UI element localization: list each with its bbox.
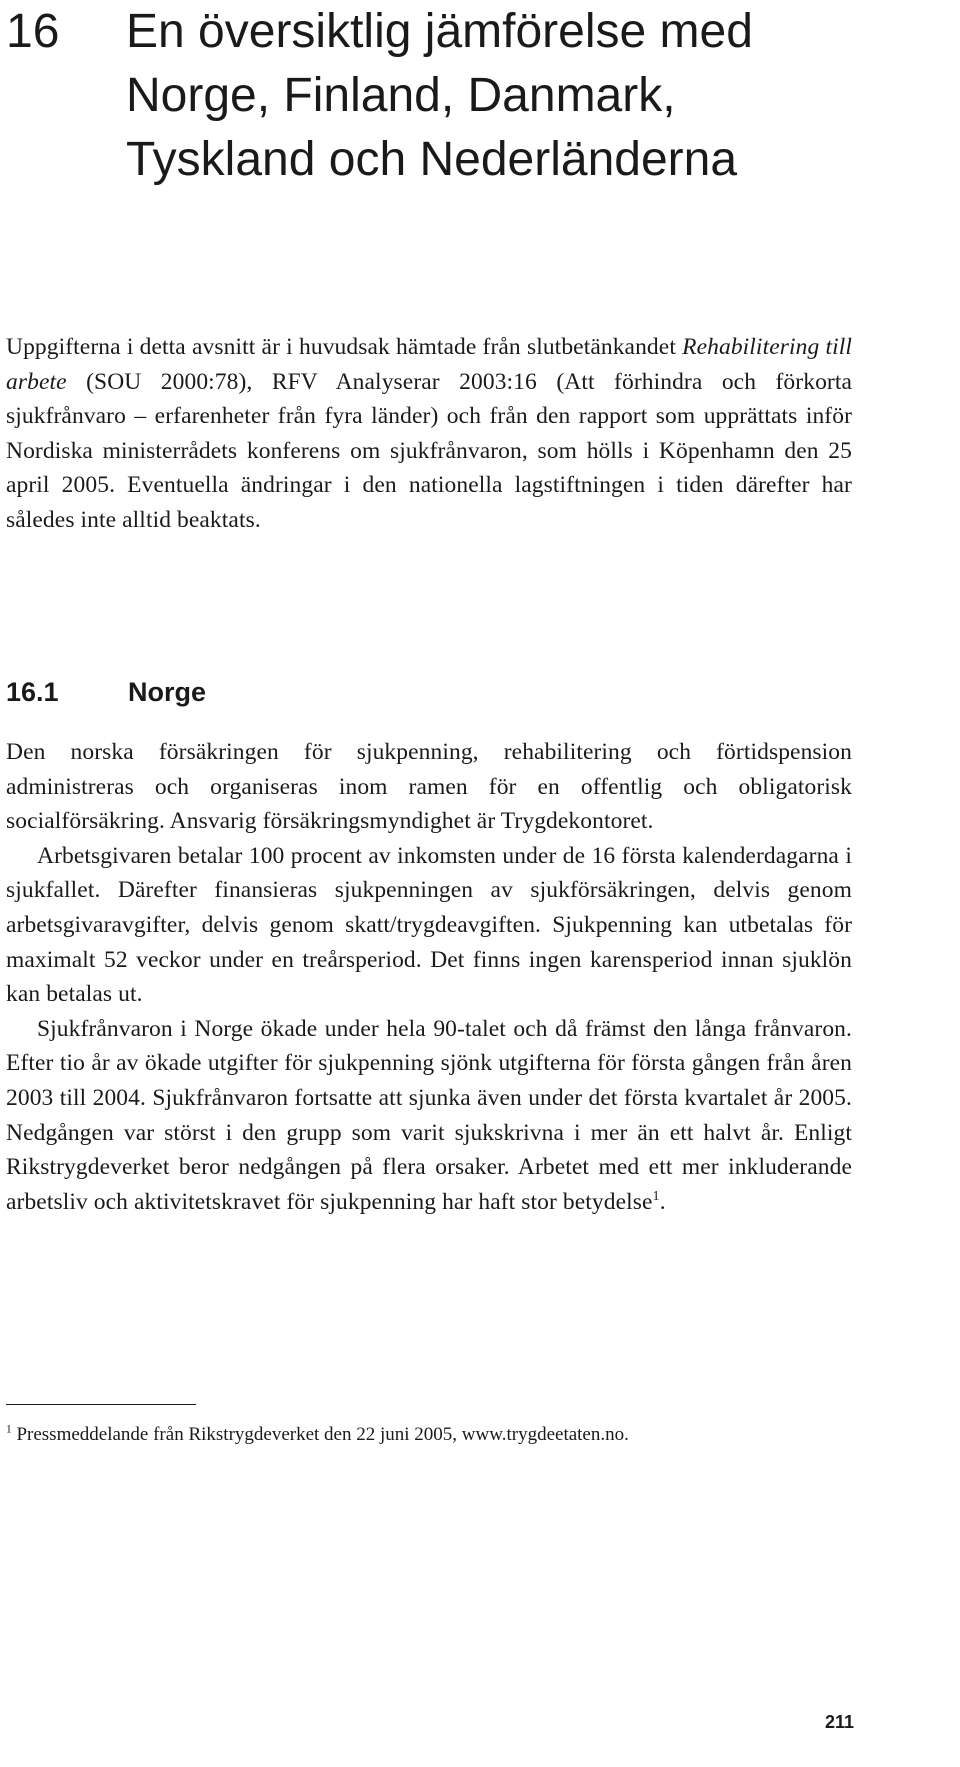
chapter-number: 16 <box>6 5 60 58</box>
chapter-title-line: Tyskland och Nederländerna <box>126 133 738 186</box>
footnote-text: Pressmeddelande från Rikstrygdeverket den 22 juni 2005, www.trygdeetaten.no. <box>11 1424 629 1445</box>
chapter-title-line: Norge, Finland, Danmark, <box>126 69 676 122</box>
intro-text: Uppgifterna i detta avsnitt är i huvudsak hämtade från slutbetänkandet Rehabilitering till arbete (SOU 2000:78), RFV Analyserar 2003:16 (Att förhindra och förkorta sjukfrånvaro – erfarenheter från fyra länder) och från den rapport som upprättats inför Nordiska ministerrådets konferens om sjukfrånvaron, som hölls i Köpenhamn den 25 april 2005. Eventuella ändringar i den nationella lagstiftningen i tiden därefter har således inte alltid beaktats. <box>6 334 852 533</box>
paragraph: Arbetsgivaren betalar 100 procent av inkomsten under de 16 första kalenderdagarna i sjukfallet. Därefter finansieras sjukpenningen av sjukförsäkringen, delvis genom arbetsgivaravgifter, delvis genom skatt/trygdeavgiften. Sjukpenning kan utbetalas för maximalt 52 veckor under en treårsperiod. Det finns ingen karensperiod innan sjuklön kan betalas ut. <box>6 842 852 1008</box>
paragraph: Den norska försäkringen för sjukpenning, rehabilitering och förtidspension administreras och organiseras inom ramen för en offentlig och obligatorisk socialförsäkring. Ansvarig försäkringsmyndighet är Trygdekontoret. <box>6 739 852 835</box>
chapter-title-line: En översiktlig jämförelse med <box>126 5 753 58</box>
paragraph: Sjukfrånvaron i Norge ökade under hela 90-talet och då främst den långa frånvaron. Efter tio år av ökade utgifter för sjukpenning sjönk utgifterna för första gången från åren 2003 till 2004. Sjukfrånvaron fortsatte att sjunka även under det första kvartalet år 2005. Nedgången var störst i den grupp som varit sjukskrivna i mer än ett halvt år. Enligt Rikstrygdeverket beror nedgången på flera orsaker. Arbetet med ett mer inkluderande arbetsliv och aktivitetskravet för sjukpenning har haft stor betydelse$^1$. <box>6 1015 852 1215</box>
section-body <box>6 735 852 1219</box>
footnote-divider <box>6 1404 196 1405</box>
footnote-marker: 1 <box>6 1423 12 1436</box>
chapter-title <box>126 0 946 192</box>
footnote <box>6 1422 852 1448</box>
intro-paragraph <box>6 330 852 538</box>
footnote-reference[interactable]: 1 <box>652 1187 660 1204</box>
section-title: Norge <box>128 677 207 707</box>
section-number: 16.1 <box>6 677 59 707</box>
report-title: Rehabilitering till arbete <box>6 334 852 395</box>
section-heading <box>6 672 852 712</box>
page-number: 211 <box>824 1712 854 1732</box>
